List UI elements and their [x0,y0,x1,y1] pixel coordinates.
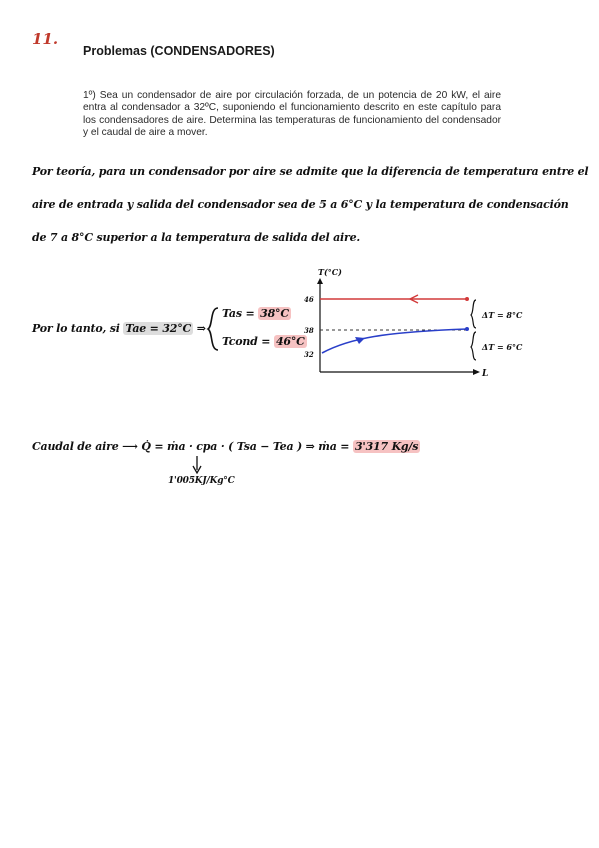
air-curve-end-point [465,327,469,331]
problem-statement: 1º) Sea un condensador de aire por circulación forzada, de un potencia de 20 kW, el aire entra al condensador a 32ºC, suponiendo el funcionamiento descrito en este capítulo para los condensadores de aire. Determina las temperaturas de funcionamiento del condensador y el caudal de aire a mover. [83,90,501,138]
temperature-graph [290,260,560,385]
tcond-label: Tcond = [222,335,271,348]
y-axis-label: T(°C) [318,267,342,277]
tae-value: Tae = 32°C [125,322,192,335]
handwritten-line-1: Por teoría, para un condensador por aire se admite que la diferencia de temperatura entre el [32,165,589,178]
tcond-value: 46°C [275,335,305,348]
delta-bottom-brace-icon [471,332,476,360]
cp-note: 1'005KJ/Kg°C [168,476,235,486]
implies-arrow: ⇒ [196,322,206,335]
tas-value: 38°C [260,307,289,320]
por-lo-tanto-text: Por lo tanto, si [32,322,120,335]
delta-bottom-label: ΔT = 6°C [482,342,523,352]
handwritten-line-3: de 7 a 8°C superior a la temperatura de salida del aire. [32,231,361,244]
condensation-end-point [465,297,469,301]
energy-equation: Q̇ = ṁa · cpa · ( Tsa − Tea ) ⇒ [141,440,315,453]
delta-top-brace-icon [471,300,476,328]
brace-icon [205,306,221,352]
page-title: Problemas (CONDENSADORES) [83,44,275,58]
tick-46: 46 [304,295,314,304]
x-axis-label: L [482,369,489,379]
cp-down-arrow-icon [190,455,204,475]
air-temperature-curve [322,329,467,353]
tick-32: 32 [304,350,314,359]
caudal-line [32,440,420,453]
problem-number: 11. [32,30,59,48]
caudal-arrow-icon: ⟶ [122,440,138,453]
tas-label: Tas = [222,307,255,320]
conclusion-text [32,322,206,335]
tas-result [222,307,291,320]
caudal-label: Caudal de aire [32,440,119,453]
x-axis-arrow-icon [473,369,480,375]
mass-flow-label: ṁa = [318,440,350,453]
delta-top-label: ΔT = 8°C [482,310,523,320]
y-axis-arrow-icon [317,278,323,284]
mass-flow-value: 3'317 Kg/s [354,440,419,453]
tick-38: 38 [304,326,314,335]
handwritten-line-2: aire de entrada y salida del condensador sea de 5 a 6°C y la temperatura de condensación [32,198,569,211]
